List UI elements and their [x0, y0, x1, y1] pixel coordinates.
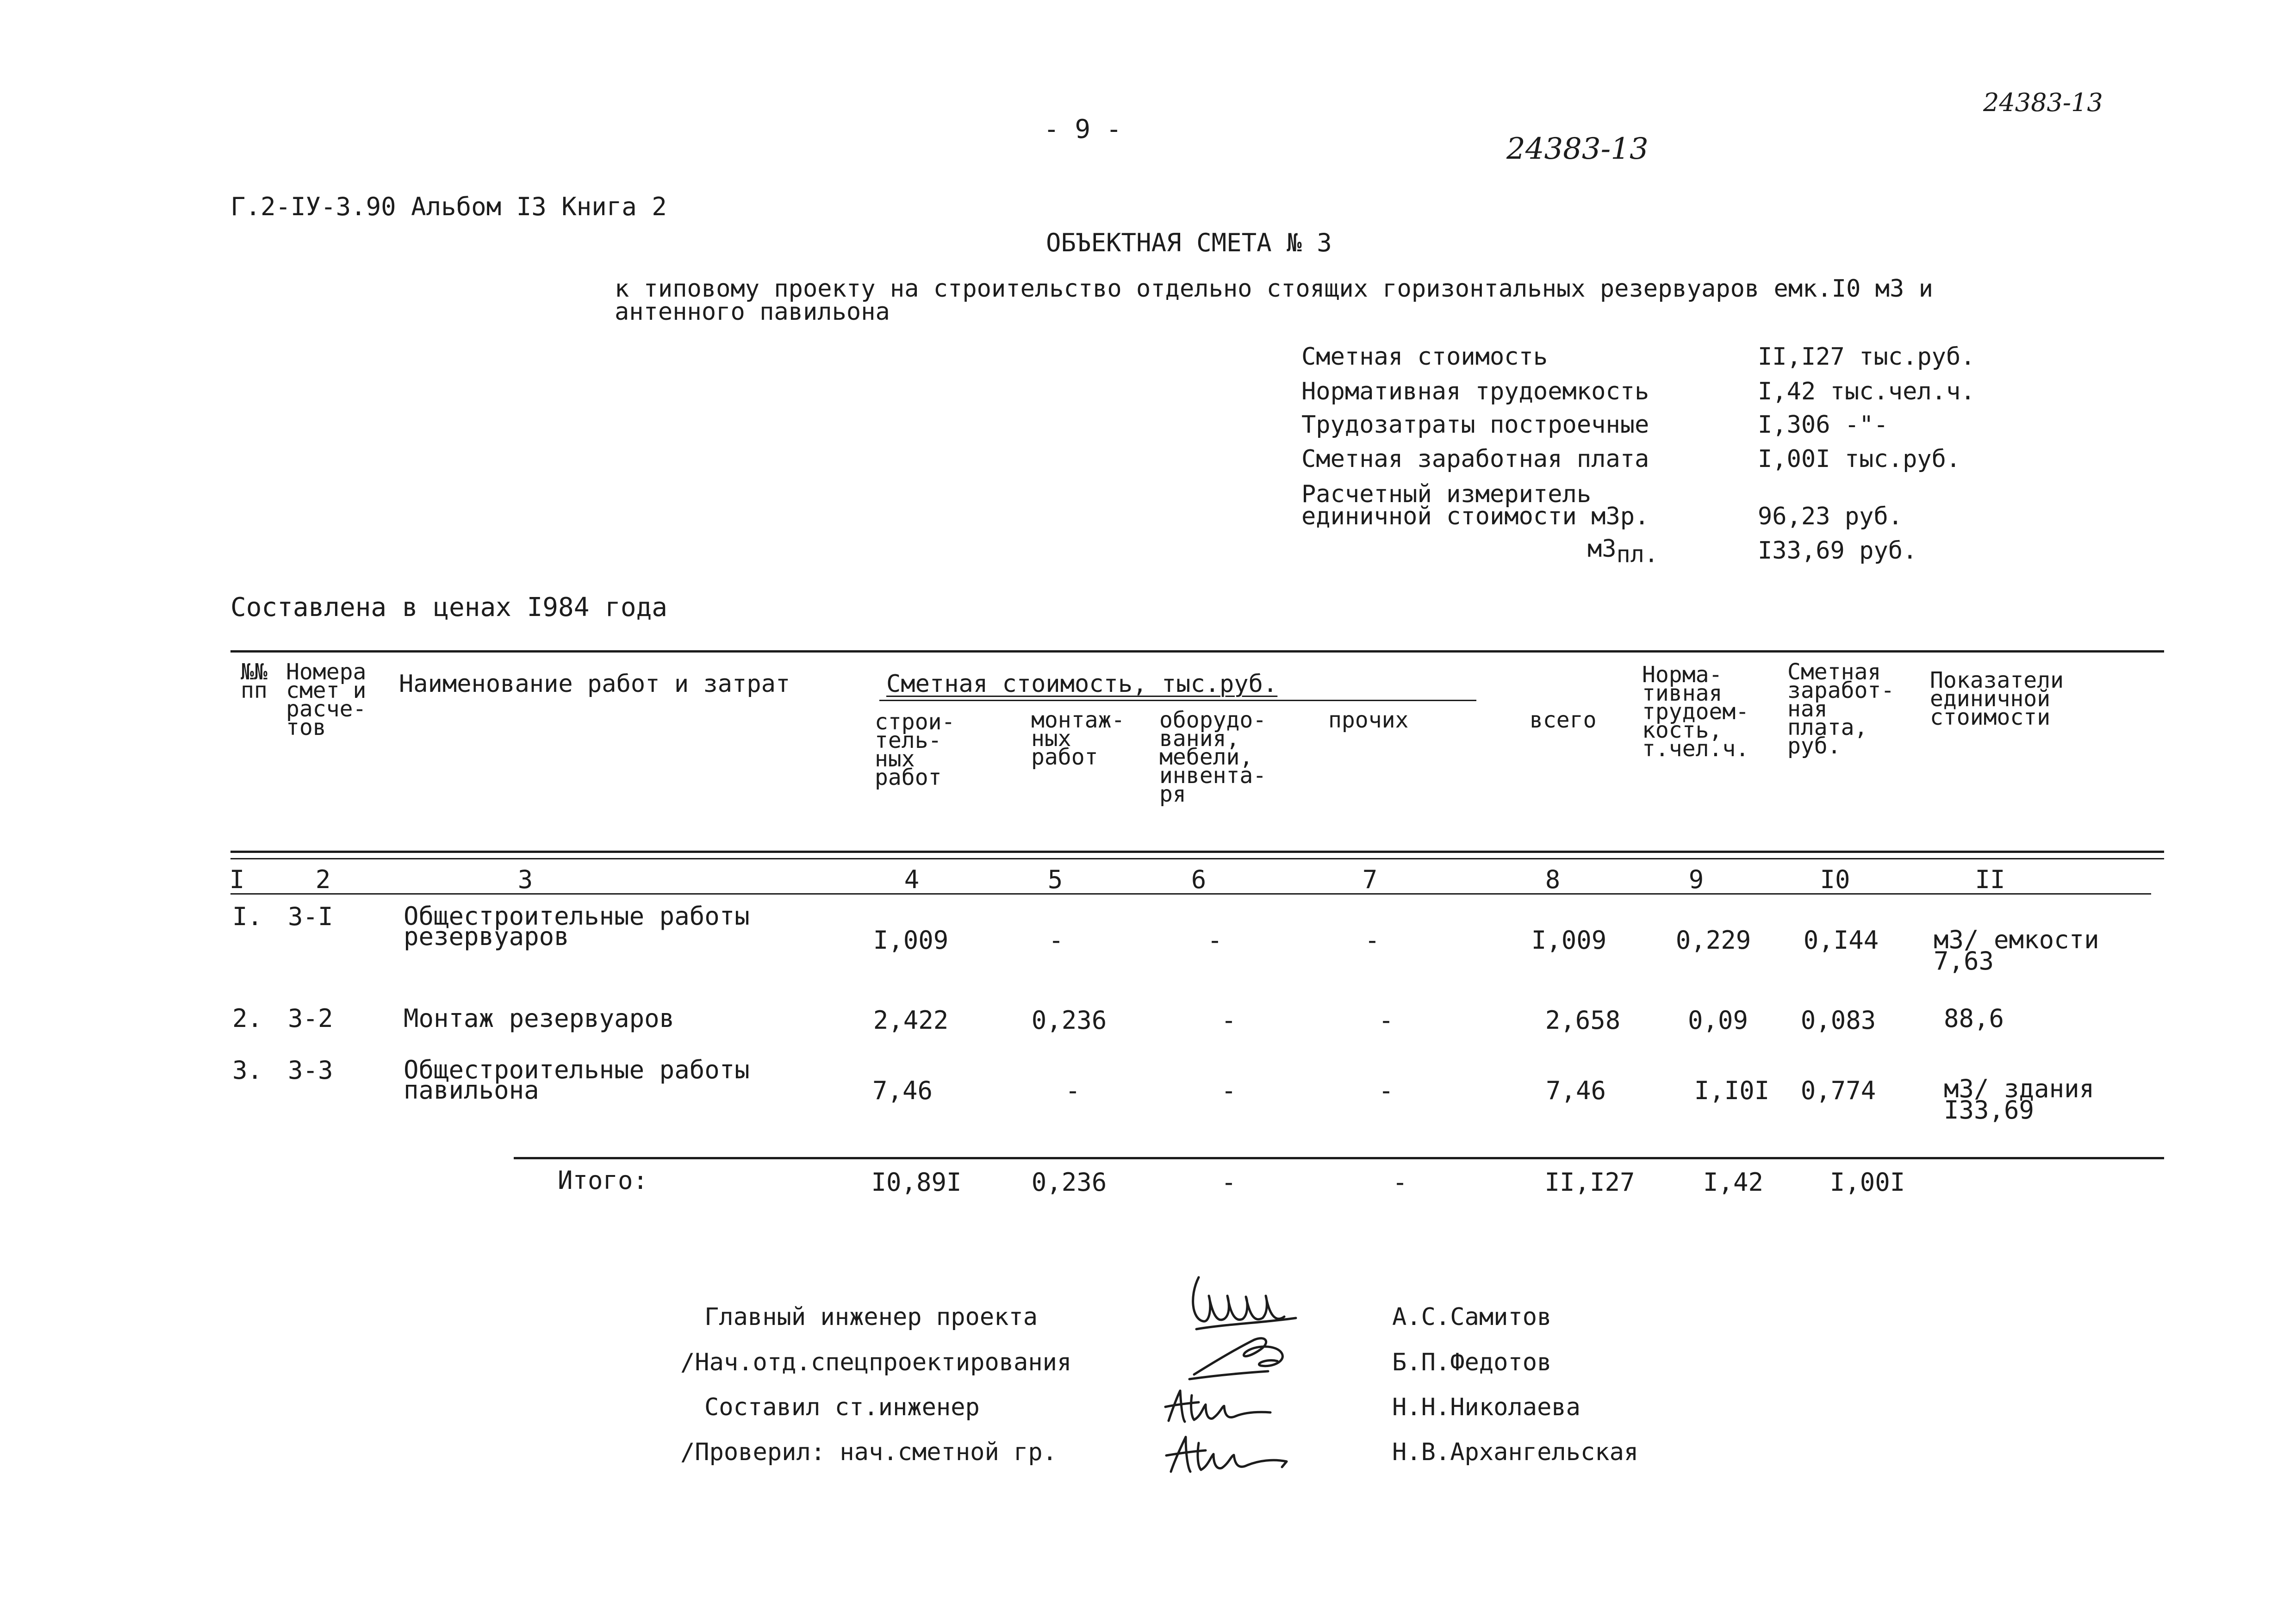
- summary-value: I,00I тыс.руб.: [1758, 445, 1961, 473]
- signature-role: /Проверил: нач.сметной гр.: [680, 1438, 1057, 1466]
- summary-value: II,I27 тыс.руб.: [1758, 343, 1975, 371]
- header-total: всего: [1530, 707, 1597, 733]
- signature-name: Н.Н.Николаева: [1392, 1393, 1580, 1421]
- totals-labor: I,42: [1703, 1168, 1764, 1197]
- summary-label: Расчетный измеритель: [1301, 480, 1592, 508]
- column-number: I: [229, 865, 245, 894]
- totals-label: Итого:: [558, 1166, 648, 1195]
- column-number: 9: [1688, 865, 1704, 894]
- header-installation: монтаж- ных работ: [1031, 707, 1125, 770]
- summary-label: Сметная стоимость: [1301, 343, 1548, 371]
- subtitle-line-1: к типовому проекту на строительство отдельно стоящих горизонтальных резервуаров емк.I0 м3 и: [615, 275, 1933, 303]
- header-other: прочих: [1328, 707, 1409, 733]
- page-number: - 9 -: [1044, 114, 1122, 144]
- summary-value: I33,69 руб.: [1758, 537, 1917, 565]
- summary-label: Сметная заработная плата: [1301, 445, 1649, 473]
- signature-role: /Нач.отд.спецпроектирования: [680, 1349, 1072, 1376]
- cell-equipment: -: [1207, 926, 1223, 955]
- cell-total: 7,46: [1545, 1076, 1606, 1105]
- cell-equipment: -: [1221, 1076, 1237, 1105]
- cell-labor: 0,09: [1687, 1006, 1748, 1035]
- signature-mark-2: [1185, 1331, 1305, 1386]
- cell-work-name: Общестроительные работы павильона: [404, 1055, 750, 1105]
- column-number: 3: [517, 865, 533, 894]
- signature-name: Н.В.Архангельская: [1392, 1438, 1639, 1466]
- summary-label: единичной стоимости м3р.: [1301, 503, 1649, 530]
- header-indicators: Показатели единичной стоимости: [1930, 667, 2064, 730]
- header-bottom-rule-2: [230, 858, 2164, 859]
- header-construction: строи- тель- ных работ: [875, 709, 955, 790]
- column-number: I0: [1820, 865, 1850, 894]
- signature-name: Б.П.Федотов: [1392, 1349, 1552, 1376]
- cell-work-name: Общестроительные работы резервуаров: [404, 902, 750, 951]
- totals-installation: 0,236: [1031, 1168, 1107, 1197]
- header-bottom-rule: [230, 851, 2164, 853]
- cell-wages: 0,083: [1800, 1006, 1876, 1035]
- cell-wages: 0,774: [1800, 1076, 1876, 1105]
- signature-role: Главный инженер проекта: [704, 1303, 1038, 1331]
- cell-equipment: -: [1221, 1006, 1237, 1035]
- totals-other: -: [1392, 1168, 1408, 1197]
- header-estimate-numbers: Номера смет и расче- тов: [286, 659, 367, 740]
- cell-construction: 2,422: [873, 1006, 949, 1035]
- summary-value: I,306 -"-: [1758, 411, 1888, 439]
- column-number: II: [1975, 865, 2005, 894]
- header-wages: Сметная заработ- ная плата, руб.: [1787, 659, 1895, 759]
- signature-mark-3: [1157, 1384, 1277, 1430]
- cell-installation: -: [1065, 1076, 1081, 1105]
- series-reference: Г.2-IУ-3.90 Альбом I3 Книга 2: [230, 192, 667, 221]
- cell-installation: -: [1048, 926, 1064, 955]
- cell-wages: 0,I44: [1803, 926, 1879, 955]
- totals-equipment: -: [1221, 1168, 1237, 1197]
- cell-installation: 0,236: [1031, 1006, 1107, 1035]
- signature-mark-4: [1157, 1430, 1296, 1481]
- summary-value: 96,23 руб.: [1758, 503, 1903, 530]
- header-row-number: №№ пп: [241, 659, 268, 703]
- signature-name: А.С.Самитов: [1392, 1303, 1552, 1331]
- cell-labor: 0,229: [1675, 926, 1751, 955]
- totals-wages: I,00I: [1829, 1168, 1905, 1197]
- header-labor: Норма- тивная трудоем- кость, т.чел.ч.: [1642, 662, 1749, 762]
- column-number: 4: [904, 865, 920, 894]
- corner-number: 24383-13: [1983, 88, 2103, 117]
- header-equipment: оборудо- вания, мебели, инвента- ря: [1159, 707, 1267, 807]
- signature-role: Составил ст.инженер: [704, 1393, 980, 1421]
- cell-indicator: 88,6: [1944, 1004, 2004, 1033]
- cell-indicator: м3/ емкости 7,63: [1934, 925, 2099, 976]
- column-number: 7: [1362, 865, 1378, 894]
- column-number: 5: [1047, 865, 1063, 894]
- column-number: 8: [1545, 865, 1561, 894]
- cell-row-number: 2.: [232, 1004, 263, 1033]
- cell-estimate-number: 3-I: [288, 902, 333, 931]
- cell-other: -: [1378, 1006, 1394, 1035]
- cell-total: 2,658: [1545, 1006, 1621, 1035]
- cell-indicator: м3/ здания I33,69: [1944, 1074, 2095, 1125]
- summary-label: Нормативная трудоемкость: [1301, 378, 1649, 405]
- cell-total: I,009: [1531, 926, 1607, 955]
- header-cost-group: Сметная стоимость, тыс.руб.: [886, 670, 1278, 698]
- header-work-name: Наименование работ и затрат: [399, 670, 790, 698]
- signature-mark-1: [1185, 1268, 1305, 1337]
- cell-estimate-number: 3-3: [288, 1056, 333, 1085]
- cell-other: -: [1378, 1076, 1394, 1105]
- cell-row-number: I.: [232, 902, 263, 931]
- summary-m3pl-label: $м3_{пл.}$: [1587, 535, 1658, 568]
- cell-construction: I,009: [873, 926, 949, 955]
- table-top-rule: [230, 650, 2164, 653]
- document-title: ОБЪЕКТНАЯ СМЕТА № 3: [1046, 228, 1332, 257]
- cost-group-rule: [879, 700, 1476, 701]
- summary-label: Трудозатраты построечные: [1301, 411, 1649, 439]
- totals-total: II,I27: [1544, 1168, 1635, 1197]
- cell-estimate-number: 3-2: [288, 1004, 333, 1033]
- cell-row-number: 3.: [232, 1056, 263, 1085]
- cell-work-name: Монтаж резервуаров: [404, 1004, 675, 1033]
- column-number: 2: [315, 865, 331, 894]
- cell-construction: 7,46: [872, 1076, 933, 1105]
- column-number: 6: [1191, 865, 1207, 894]
- prices-note: Составлена в ценах I984 года: [230, 592, 668, 622]
- subtitle-line-2: антенного павильона: [615, 298, 890, 326]
- summary-value: I,42 тыс.чел.ч.: [1758, 378, 1975, 405]
- cell-other: -: [1364, 926, 1380, 955]
- cell-labor: I,I0I: [1694, 1076, 1770, 1105]
- document-number: 24383-13: [1506, 132, 1649, 166]
- totals-construction: I0,89I: [871, 1168, 962, 1197]
- totals-top-rule: [514, 1157, 2164, 1159]
